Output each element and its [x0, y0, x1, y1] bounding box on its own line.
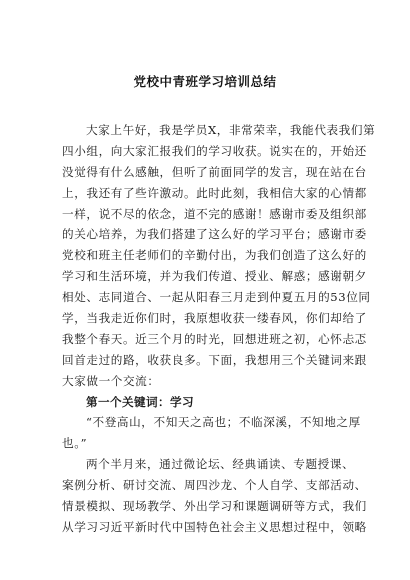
text-line: 学，当我走近你们时，我原想收获一缕春风，你们却给了 — [62, 311, 367, 326]
text-line: 案例分析、研讨交流、周四沙龙、个人自学、支部活动、 — [62, 478, 367, 493]
text-line: 相处、志同道合、一起从阳春三月走到仲夏五月的53位同 — [62, 290, 371, 305]
text-line: 一样，说不尽的依念，道不完的感谢！感谢市委及组织部 — [62, 206, 367, 221]
text-line: 也。” — [62, 436, 88, 451]
section-heading: 第一个关键词：学习 — [86, 394, 194, 409]
text-line: “不登高山，不知天之高也；不临深溪，不知地之厚 — [86, 415, 361, 430]
text-line: 从学习习近平新时代中国特色社会主义思想过程中，领略 — [62, 519, 367, 534]
text-line: 我整个春天。近三个月的时光，回想进班之初，心怀忐忑 — [62, 331, 367, 346]
text-line: 大家上午好，我是学员X，非常荣幸，我能代表我们第 — [86, 123, 376, 137]
text-line: 四小组，向大家汇报我们的学习收获。说实在的，开始还 — [62, 143, 367, 158]
text-line: 上，我还有了些许激动。此时此刻，我相信大家的心情都 — [62, 185, 367, 200]
text-line: 党校和班主任老师们的辛勤付出，为我们创造了这么好的 — [62, 248, 367, 263]
text-line: 学习和生活环境，并为我们传道、授业、解惑；感谢朝夕 — [62, 269, 367, 284]
text-line: 情景模拟、现场教学、外出学习和课题调研等方式，我们 — [62, 499, 367, 514]
text-line: 大家做一个交流： — [62, 373, 160, 388]
text-line: 没觉得有什么感触，但听了前面同学的发言，现在站在台 — [62, 164, 367, 179]
text-line: 回首走过的路，收获良多。下面，我想用三个关键词来跟 — [62, 352, 367, 367]
text-line: 两个半月来，通过微论坛、经典诵读、专题授课、 — [86, 457, 355, 472]
text-line: 的关心培养，为我们搭建了这么好的学习平台；感谢市委 — [62, 227, 367, 242]
document-body — [62, 120, 376, 538]
document-title: 党校中青班学习培训总结 — [133, 74, 277, 89]
